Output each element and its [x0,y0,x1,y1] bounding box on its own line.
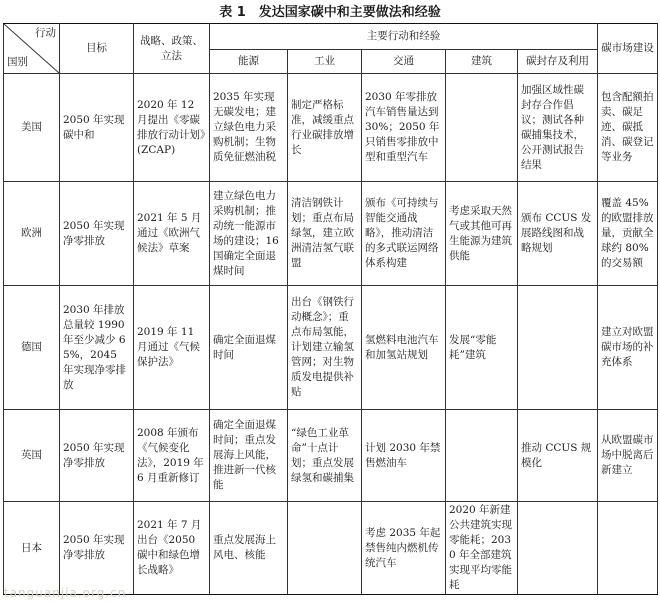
header-strategy: 战略、政策、立法 [134,24,210,74]
goal-cell: 2050 年实现净零排放 [60,502,134,595]
header-energy: 能源 [210,50,288,74]
transport-cell: 计划 2030 年禁售燃油车 [362,410,446,502]
market-cell: 从欧盟碳市场中脱离后新建立 [598,410,658,502]
industry-cell: 清洁钢铁计划；重点布局绿氢，建立欧洲清洁氢气联盟 [288,182,362,286]
country-cell: 日本 [4,502,60,595]
strategy-cell: 2019 年 11 月通过《气候保护法》 [134,286,210,410]
country-cell: 德国 [4,286,60,410]
industry-cell [288,502,362,595]
carbon-neutral-table [3,23,658,595]
building-cell [446,74,518,182]
header-transport: 交通 [362,50,446,74]
market-cell: 建立对欧盟碳市场的补充体系 [598,286,658,410]
transport-cell: 颁布《可持续与智能交通战略》，推动清洁的多式联运网络体系构建 [362,182,446,286]
watermark: tanguanjia.org.cn [4,586,127,600]
strategy-cell: 2020 年 12 月提出《零碳排放行动计划》(ZCAP) [134,74,210,182]
header-ccus: 碳封存及利用 [518,50,598,74]
country-cell: 欧洲 [4,182,60,286]
industry-cell: 出台《钢铁行动概念》；重点布局氢能，计划建立输氢管网；对生物质发电提供补贴 [288,286,362,410]
table-title: 表 1 发达国家碳中和主要做法和经验 [219,5,441,20]
transport-cell: 2030 年零排放汽车销售量达到 30%；2050 年只销售零排放中型和重型汽车 [362,74,446,182]
table-row [4,286,658,410]
building-cell: 2020 年新建公共建筑实现零能耗；2030 年全部建筑实现平均零能耗 [446,502,518,595]
market-cell: 覆盖 45% 的欧盟排放量，贡献全球约 80% 的交易额 [598,182,658,286]
corner-country-label: 国别 [7,56,28,68]
strategy-cell: 2021 年 5 月通过《欧洲气候法》草案 [134,182,210,286]
energy-cell: 确定全面退煤时间；重点发展海上风能，推进新一代核能 [210,410,288,502]
header-industry: 工业 [288,50,362,74]
table-row [4,410,658,502]
strategy-cell: 2008 年颁布《气候变化法》，2019 年 6 月重新修订 [134,410,210,502]
market-cell: 包含配额拍卖、碳足迹、碳抵消、碳登记等业务 [598,74,658,182]
country-cell: 英国 [4,410,60,502]
ccus-cell [518,502,598,595]
goal-cell: 2050 年实现碳中和 [60,74,134,182]
building-cell: 发展“零能耗”建筑 [446,286,518,410]
market-cell [598,502,658,595]
ccus-cell: 加强区域性碳封存合作倡议；测试各种碳捕集技术，公开测试报告结果 [518,74,598,182]
table-row [4,502,658,595]
header-row-1 [4,24,658,50]
header-building: 建筑 [446,50,518,74]
energy-cell: 确定全面退煤时间 [210,286,288,410]
corner-action-label: 行动 [35,27,56,39]
ccus-cell: 颁布 CCUS 发展路线图和战略规划 [518,182,598,286]
building-cell: 考虑采取天然气或其他可再生能源为建筑供能 [446,182,518,286]
industry-cell: “绿色工业革命”十点计划；重点发展绿氢和碳捕集 [288,410,362,502]
table-row [4,74,658,182]
header-goal: 目标 [60,24,134,74]
industry-cell: 制定严格标准，减缓重点行业碳排放增长 [288,74,362,182]
transport-cell: 氢燃料电池汽车和加氢站规划 [362,286,446,410]
country-cell: 美国 [4,74,60,182]
energy-cell: 2035 年实现无碳发电；建立绿色电力采购机制；生物质免征燃油税 [210,74,288,182]
header-main-actions: 主要行动和经验 [210,24,598,50]
building-cell [446,410,518,502]
transport-cell: 考虑 2035 年起禁售纯内燃机传统汽车 [362,502,446,595]
goal-cell: 2050 年实现净零排放 [60,182,134,286]
ccus-cell [518,286,598,410]
goal-cell: 2050 年实现净零排放 [60,410,134,502]
ccus-cell: 推动 CCUS 规模化 [518,410,598,502]
goal-cell: 2030 年排放总量较 1990 年至少减少 65%，2045 年实现净零排放 [60,286,134,410]
energy-cell: 建立绿色电力采购机制；推动统一能源市场的建设；16 国确定全面退煤时间 [210,182,288,286]
corner-header [4,24,60,74]
strategy-cell: 2021 年 7 月出台《2050 碳中和绿色增长战略》 [134,502,210,595]
header-market: 碳市场建设 [598,24,658,74]
table-row [4,182,658,286]
energy-cell: 重点发展海上风电、核能 [210,502,288,595]
